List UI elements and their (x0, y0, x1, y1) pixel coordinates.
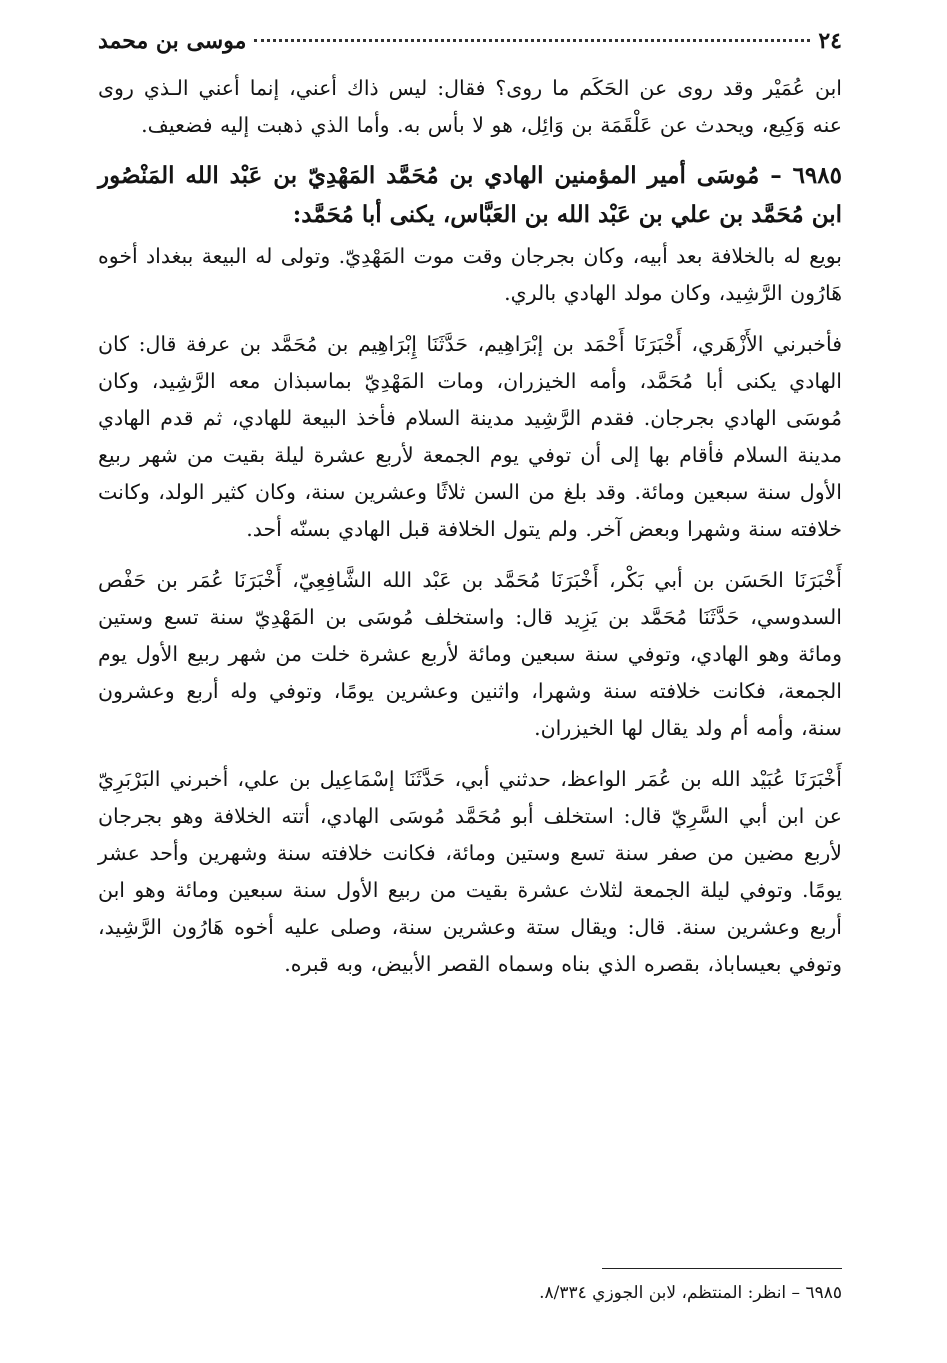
page-number: ٢٤ (818, 28, 842, 54)
leader-dots (254, 39, 810, 42)
footnote: ٦٩٨٥ – انظر: المنتظم، لابن الجوزي ٨/٣٣٤. (539, 1283, 842, 1303)
running-head-title: موسى بن محمد (98, 28, 247, 54)
body-paragraph: فأخبرني الأَزْهَري، أَخْبَرَنَا أَحْمَد بن إبْرَاهِيم، حَدَّثَنَا إِبْرَاهِيم بن مُحَمَّد بن عرفة قال: كان الهادي يكنى أبا مُحَمَّد، وأمه الخيزران، ومات المَهْدِيّ بماسبذان معه الرَّشِيد، وكان مُوسَى الهادي بجرجان. فقدم الرَّشِيد مدينة السلام فأخذ البيعة للهادي، ثم قدم الهادي مدينة السلام فأقام بها إلى أن توفي يوم الجمعة لأربع عشرة ليلة بقيت من شهر ربيع الأول سنة سبعين ومائة. وقد بلغ من السن ثلاثًا وعشرين سنة، وكان كثير الولد، وكانت خلافته سنة وشهرا وبعض آخر. ولم يتول الخلافة قبل الهادي بسنّه أحد. (98, 332, 842, 541)
entry-heading: ٦٩٨٥ – مُوسَى أمير المؤمنين الهادي بن مُحَمَّد المَهْدِيّ بن عَبْد الله المَنْصُور ابن مُحَمَّد بن علي بن عَبْد الله بن العَبَّاس، يكنى أبا مُحَمَّد: (98, 162, 842, 228)
body-paragraph: أَخْبَرَنَا الحَسَن بن أبي بَكْر، أَخْبَرَنَا مُحَمَّد بن عَبْد الله الشَّافِعِيّ، أَخْبَرَنَا عُمَر بن حَفْص السدوسي، حَدَّثَنَا مُحَمَّد بن يَزِيد قال: واستخلف مُوسَى بن المَهْدِيّ سنة تسع وستين ومائة وهو الهادي، وتوفي سنة سبعين ومائة لأربع عشرة خلت من شهر ربيع الأول يوم الجمعة، فكانت خلافته سنة وشهرا، واثنين وعشرين يومًا، وتوفي وله أربع وعشرون سنة، وأمه أم ولد يقال لها الخيزران. (98, 568, 842, 740)
body-paragraph: بويع له بالخلافة بعد أبيه، وكان بجرجان وقت موت المَهْدِيّ. وتولى له البيعة ببغداد أخوه هَارُون الرَّشِيد، وكان مولد الهادي بالري. (98, 244, 842, 305)
running-head (98, 28, 842, 62)
continued-paragraph: ابن عُمَيْر وقد روى عن الحَكَم ما روى؟ فقال: ليس ذاك أعني، إنما أعني الـذي روى عنه وَكِيع، ويحدث عن عَلْقَمَة بن وَائِل، هو لا بأس به. وأما الذي ذهبت إليه فضعيف. (98, 76, 842, 137)
footnote-divider (602, 1268, 842, 1269)
body-paragraph: أَخْبَرَنَا عُبَيْد الله بن عُمَر الواعظ، حدثني أبي، حَدَّثَنَا إسْمَاعِيل بن علي، أخبرني البَرْبَرِيّ عن ابن أبي السَّرِيّ قال: استخلف أبو مُحَمَّد مُوسَى الهادي، أتته الخلافة وهو بجرجان لأربع مضين من صفر سنة تسع وستين ومائة، فكانت خلافته سنة وشهرين وأحد عشر يومًا. وتوفي ليلة الجمعة لثلاث عشرة بقيت من ربيع الأول سنة سبعين ومائة وهو ابن أربع وعشرين سنة. قال: ويقال ستة وعشرين سنة، وصلى عليه أخوه هَارُون الرَّشِيد، وتوفي بعيساباذ، بقصره الذي بناه وسماه القصر الأبيض، وبه قبره. (98, 767, 842, 976)
